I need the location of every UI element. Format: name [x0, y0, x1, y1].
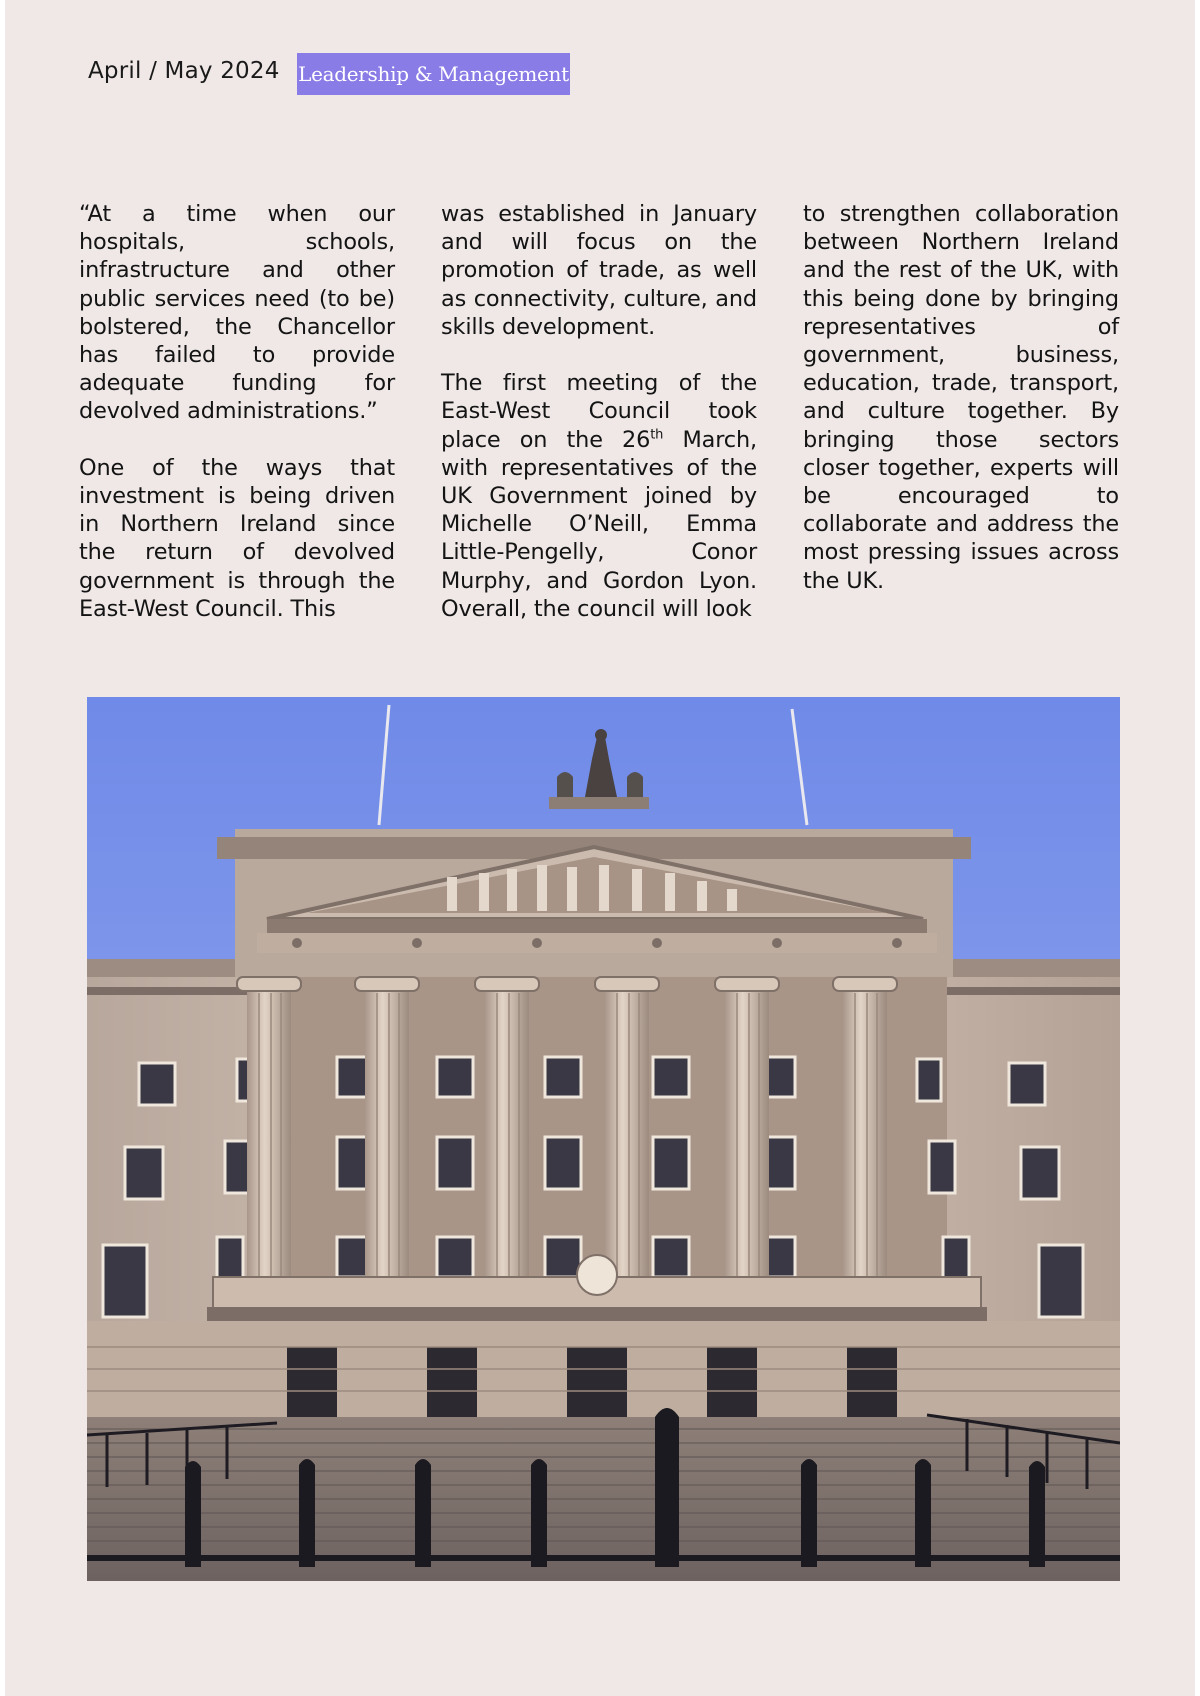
- ordinal-suffix: th: [650, 427, 664, 443]
- article-column-2: [441, 200, 757, 651]
- magazine-page: [5, 0, 1195, 1696]
- issue-date: April / May 2024: [88, 58, 280, 84]
- paragraph: was established in January and will focus on the promotion of trade, as well as connectivity, culture, and skills development.: [441, 201, 757, 340]
- section-tag: Leadership & Management: [297, 53, 570, 95]
- parliament-building-photo: [87, 697, 1120, 1581]
- paragraph-text: The first meeting of the East-West Council took place on the 26: [441, 370, 757, 453]
- paragraph-text: March, with representatives of the UK Government joined by Michelle O’Neill, Emma Little-Pengelly, Conor Murphy, and Gordon Lyon. Overall, the council will look: [441, 426, 757, 622]
- paragraph: to strengthen collaboration between Northern Ireland and the rest of the UK, with this being done by bringing representatives of government, business, education, trade, transport, and culture together. By bringing those sectors closer together, experts will be encouraged to collaborate and address the most pressing issues across the UK.: [803, 201, 1119, 594]
- paragraph: One of the ways that investment is being driven in Northern Ireland since the return of devolved government is through the East-West Council. This: [79, 454, 395, 622]
- paragraph: [441, 369, 757, 623]
- article-column-3: [803, 200, 1119, 651]
- article-body: [79, 200, 1119, 651]
- paragraph: “At a time when our hospitals, schools, infrastructure and other public services need (to be) bolstered, the Chancellor has failed to provide adequate funding for devolved administrations.”: [79, 201, 395, 425]
- article-column-1: [79, 200, 395, 651]
